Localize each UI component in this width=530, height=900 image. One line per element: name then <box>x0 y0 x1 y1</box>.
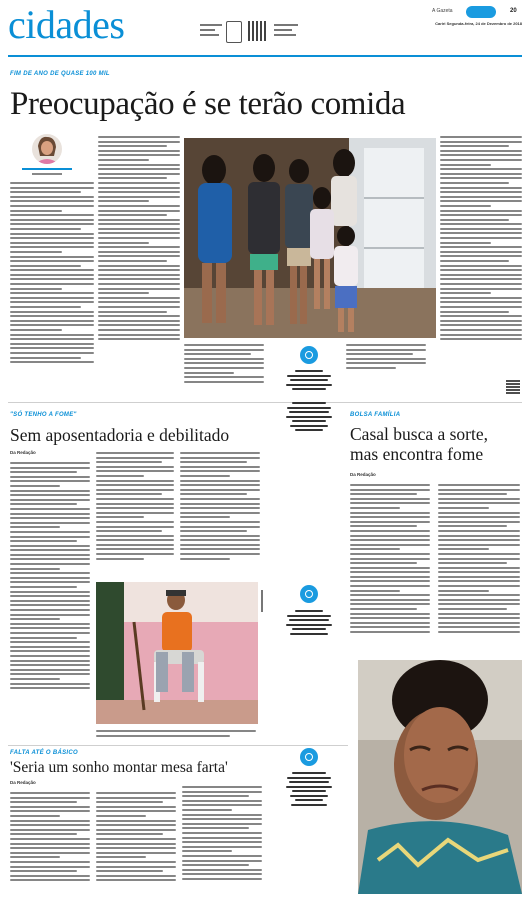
right-byline: Da Redação <box>350 472 376 477</box>
main-pull-quote <box>346 344 426 372</box>
left-bottom-rule <box>8 745 348 746</box>
left-col-1 <box>10 462 90 692</box>
bottom-kicker: FALTA ATÉ O BÁSICO <box>10 750 78 756</box>
left-byline: Da Redação <box>10 450 36 455</box>
left-col-2 <box>96 452 174 562</box>
bottom-col-3 <box>182 786 262 882</box>
date-line: Cariri Segunda-feira, 24 de Dezembro de 2018 <box>435 21 522 26</box>
main-col-1 <box>10 182 94 366</box>
right-headline: Casal busca a sorte, mas encontra fome <box>350 424 489 464</box>
photo-woman <box>358 660 522 894</box>
left-col-3 <box>180 452 260 562</box>
left-photo-caption <box>96 730 256 739</box>
bottom-byline: Da Redação <box>10 780 36 785</box>
gazeta-logo-icon <box>466 6 496 18</box>
header-promo-box <box>200 18 298 48</box>
photo-credit-left <box>261 590 263 612</box>
info-circle-icon-3 <box>300 748 318 766</box>
main-col-4 <box>440 136 522 343</box>
bottom-col-1 <box>10 792 90 884</box>
main-headline: Preocupação é se terão comida <box>10 86 406 122</box>
info-circle-icon-2 <box>300 585 318 603</box>
bottom-headline: 'Seria um sonho montar mesa farta' <box>10 759 228 776</box>
left-headline: Sem aposentadoria e debilitado <box>10 425 230 445</box>
header-rule <box>8 55 522 57</box>
right-kicker: BOLSA FAMÍLIA <box>350 412 401 418</box>
photo-man-chair <box>96 582 258 724</box>
left-sidenote <box>285 610 333 637</box>
main-photo-children <box>184 138 436 338</box>
columnist-avatar <box>32 134 62 164</box>
main-col-2 <box>98 136 180 343</box>
main-kicker: FIM DE ANO DE QUASE 100 MIL <box>10 71 110 77</box>
right-col-2 <box>438 484 520 636</box>
bottom-sidenote <box>285 772 333 808</box>
promo-text-2 <box>274 24 298 36</box>
upper-sidenote <box>285 402 333 434</box>
right-col-1 <box>350 484 430 636</box>
columnist-name-line <box>22 168 72 175</box>
info-circle-icon <box>300 346 318 364</box>
qr-code-icon <box>248 21 268 41</box>
promo-text <box>200 24 222 36</box>
left-kicker: "SÓ TENHO A FOME" <box>10 412 77 418</box>
brand-block <box>432 6 524 20</box>
main-photo-caption <box>184 344 264 385</box>
main-bottom-rule <box>8 402 522 403</box>
brand-name: A Gazeta <box>432 8 453 14</box>
main-sidenote <box>285 370 333 393</box>
bottom-col-2 <box>96 792 176 884</box>
page-number: 20 <box>510 8 517 14</box>
section-title: cidades <box>8 2 125 47</box>
qr-code-icon-main <box>506 380 520 394</box>
tablet-icon <box>226 21 242 43</box>
